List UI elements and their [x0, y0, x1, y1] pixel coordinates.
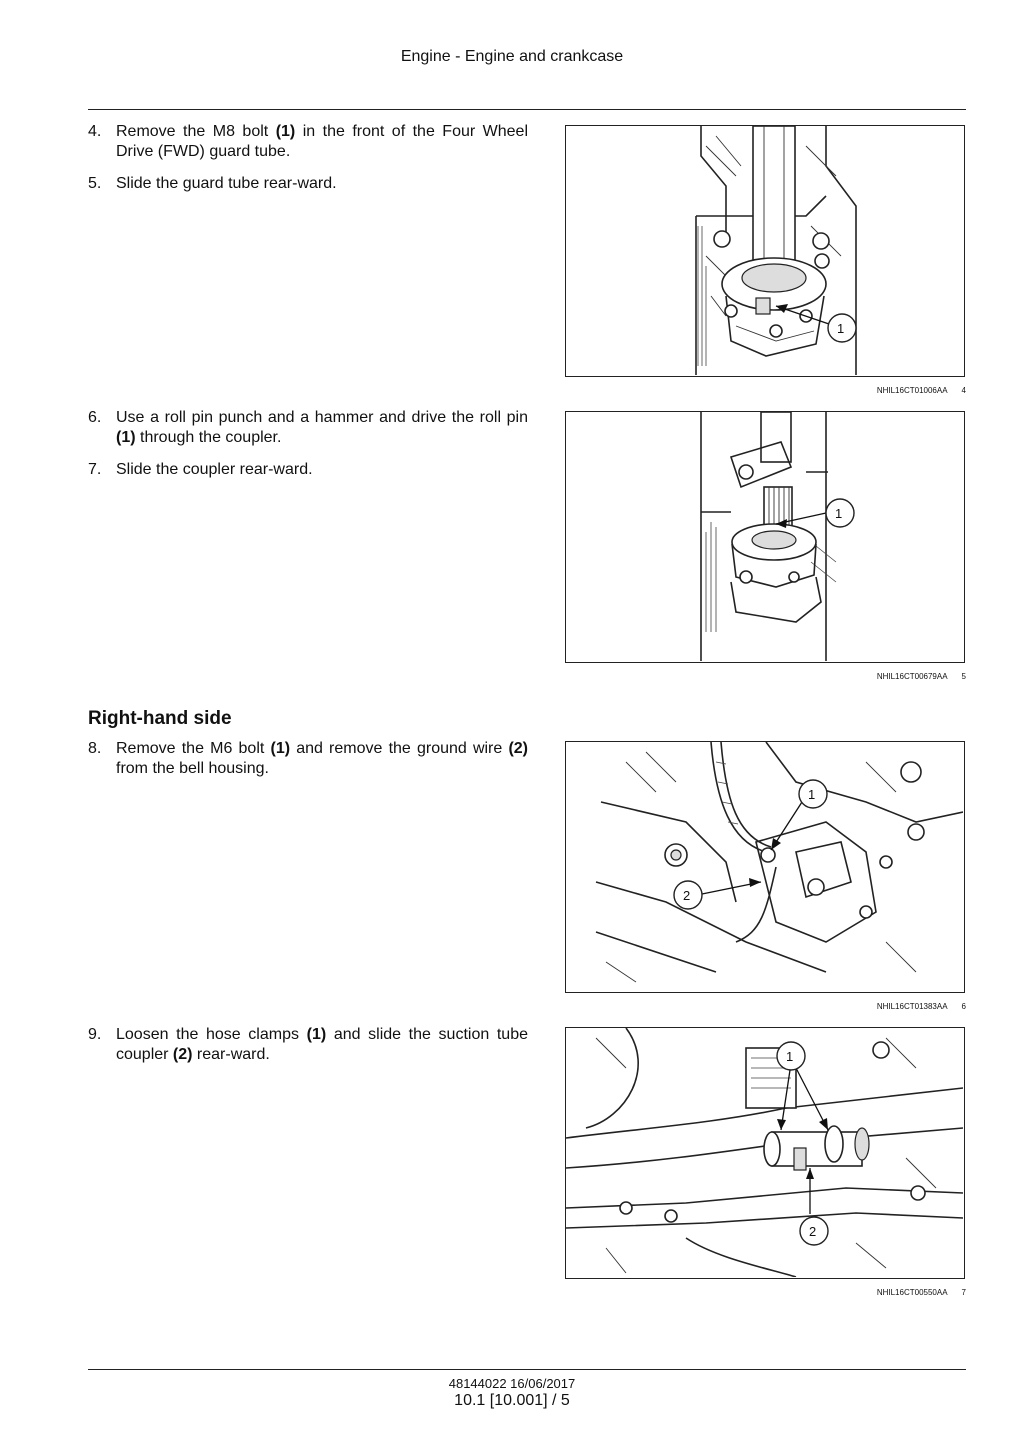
- step-item: [88, 460, 528, 480]
- section-title: Right-hand side: [88, 708, 232, 729]
- step-text: [116, 1026, 528, 1063]
- step-text-run: Use a roll pin punch and a hammer and drive the roll pin: [116, 409, 528, 426]
- figure-4-caption: [760, 386, 966, 395]
- step-item: [88, 1025, 528, 1065]
- step-text-run: from the bell housing.: [116, 760, 269, 777]
- step-list-3: [88, 739, 528, 791]
- svg-text:2: 2: [809, 1224, 817, 1239]
- callout-1: [828, 314, 856, 342]
- step-text: [116, 175, 337, 192]
- footer-document-info: 48144022 16/06/2017: [448, 1376, 576, 1391]
- figure-code: NHIL16CT01006AA: [876, 386, 948, 395]
- figure-number: 6: [961, 1002, 966, 1011]
- step-item: [88, 408, 528, 448]
- step-item: [88, 174, 528, 194]
- figure-6-ground-wire: [565, 741, 965, 993]
- figure-7-illustration: [566, 1028, 963, 1277]
- callout-reference: (2): [172, 1046, 193, 1063]
- svg-text:1: 1: [786, 1049, 794, 1064]
- step-text-run: Slide the coupler rear-ward.: [116, 461, 313, 478]
- footer-page-number: 10.1 [10.001] / 5: [454, 1392, 570, 1409]
- step-text-run: rear-ward.: [192, 1046, 270, 1063]
- step-text: [116, 740, 528, 777]
- footer-rule: [88, 1369, 966, 1370]
- svg-text:2: 2: [683, 888, 691, 903]
- figure-7-caption: [760, 1288, 966, 1297]
- step-text-run: and remove the ground wire: [290, 740, 509, 757]
- step-list-2: [88, 408, 528, 492]
- figure-7-suction-tube-coupler: [565, 1027, 965, 1279]
- step-number: 9.: [88, 1026, 102, 1043]
- callout-reference: (1): [306, 1026, 327, 1043]
- step-number: 7.: [88, 461, 102, 478]
- figure-5-caption: [760, 672, 966, 681]
- step-text-run: and slide the suction tube coupler: [116, 1026, 529, 1063]
- step-text-run: in the front of the Four Wheel Drive (FWD) guard tube.: [116, 123, 529, 160]
- callout-1: [777, 1042, 805, 1070]
- step-text: [116, 123, 528, 160]
- callout-reference: (1): [275, 123, 296, 140]
- figure-6-caption: [760, 1002, 966, 1011]
- figure-code: NHIL16CT00550AA: [876, 1288, 948, 1297]
- figure-5-coupler-roll-pin: [565, 411, 965, 663]
- callout-reference: (1): [270, 740, 291, 757]
- step-text-run: through the coupler.: [135, 429, 282, 446]
- page-header: Engine - Engine and crankcase: [400, 48, 624, 65]
- figure-4-illustration: [566, 126, 963, 375]
- svg-text:1: 1: [837, 321, 845, 336]
- figure-code: NHIL16CT01383AA: [876, 1002, 948, 1011]
- step-text-run: Remove the M6 bolt: [116, 740, 271, 757]
- step-list-4: [88, 1025, 528, 1077]
- step-text-run: Slide the guard tube rear-ward.: [116, 175, 337, 192]
- step-text: [116, 461, 313, 478]
- figure-6-illustration: [566, 742, 963, 991]
- step-number: 8.: [88, 740, 102, 757]
- figure-5-illustration: [566, 412, 963, 661]
- svg-text:1: 1: [808, 787, 816, 802]
- callout-2: [800, 1217, 828, 1245]
- callout-1: [799, 780, 827, 808]
- step-number: 6.: [88, 409, 102, 426]
- callout-reference: (1): [116, 429, 136, 446]
- svg-text:1: 1: [835, 506, 843, 521]
- step-item: [88, 122, 528, 162]
- header-rule: [88, 109, 966, 110]
- figure-number: 7: [961, 1288, 966, 1297]
- callout-1: [826, 499, 854, 527]
- figure-number: 5: [961, 672, 966, 681]
- callout-2: [674, 881, 702, 909]
- step-list-1: [88, 122, 528, 206]
- step-number: 5.: [88, 175, 102, 192]
- step-item: [88, 739, 528, 779]
- callout-reference: (2): [508, 740, 529, 757]
- figure-4-guard-tube-bolt: [565, 125, 965, 377]
- step-number: 4.: [88, 123, 102, 140]
- figure-code: NHIL16CT00679AA: [876, 672, 948, 681]
- step-text-run: Loosen the hose clamps: [116, 1026, 307, 1043]
- step-text: [116, 409, 528, 446]
- figure-number: 4: [961, 386, 966, 395]
- step-text-run: Remove the M8 bolt: [116, 123, 276, 140]
